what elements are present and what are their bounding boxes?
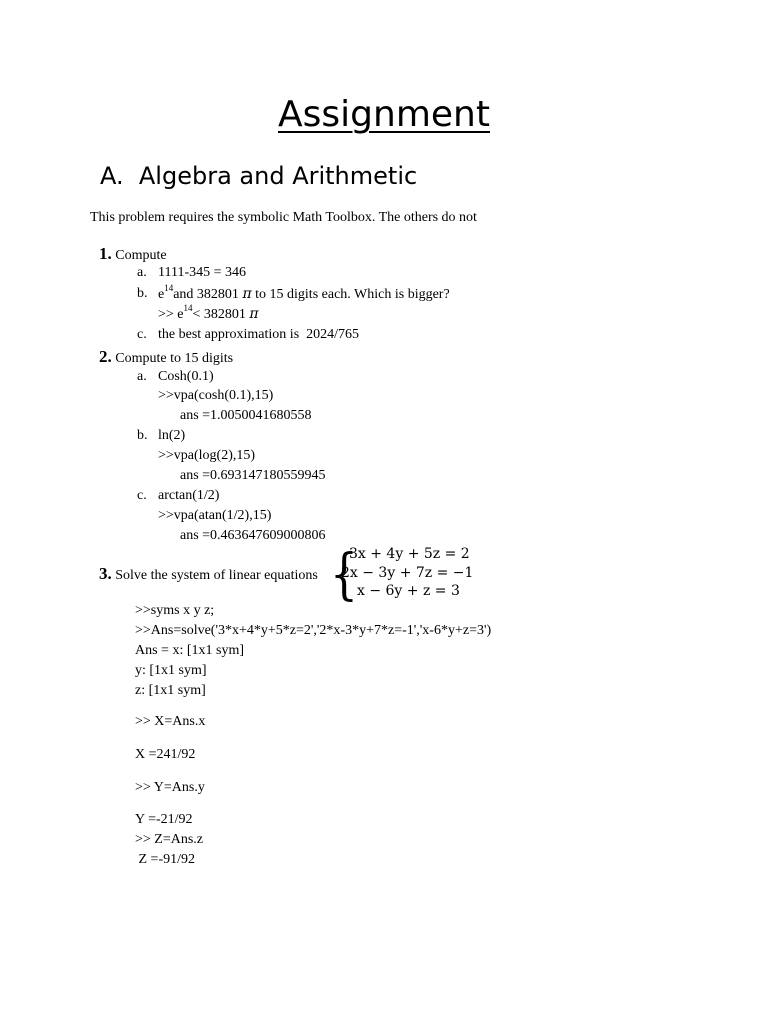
section-name: Algebra and Arithmetic (138, 162, 418, 190)
exponent: 14 (164, 283, 174, 293)
answer-line: ans =0.463647609000806 (180, 528, 326, 543)
list-label: c. (137, 488, 147, 503)
list-item: arctan(1/2) (158, 488, 220, 503)
exponent: 14 (183, 303, 193, 313)
intro-text: This problem requires the symbolic Math Toolbox. The others do not (90, 210, 477, 225)
command-line: >> Y=Ans.y (135, 780, 205, 795)
exp-base: e (158, 287, 165, 302)
question-text: Compute to 15 digits (115, 351, 234, 366)
command-line: >>syms x y z; (135, 603, 215, 618)
output-line: y: [1x1 sym] (135, 663, 207, 678)
question-3 (99, 564, 318, 584)
list-label: a. (137, 369, 147, 384)
list-item: Cosh(0.1) (158, 369, 214, 384)
output-line: Y =-21/92 (135, 812, 193, 827)
question-text: Compute (115, 248, 167, 263)
command-line: >>vpa(log(2),15) (158, 448, 256, 463)
question-number: 1. (99, 244, 112, 263)
command-line: >>Ans=solve('3*x+4*y+5*z=2','2*x-3*y+7*z=-1','x-6*y+z=3') (135, 623, 492, 638)
list-label: b. (137, 428, 148, 443)
page-title: Assignment (278, 94, 490, 135)
left-brace: { (330, 543, 358, 607)
answer-line: ans =0.693147180559945 (180, 468, 326, 483)
command-line: >>vpa(cosh(0.1),15) (158, 388, 274, 403)
equation-1: 3x + 4y + 5z = 2 (349, 546, 470, 562)
command-line: >>vpa(atan(1/2),15) (158, 508, 272, 523)
list-item: ln(2) (158, 428, 186, 443)
command-line: >> Z=Ans.z (135, 832, 204, 847)
list-label: c. (137, 327, 147, 342)
list-item: the best approximation is 2024/765 (158, 327, 360, 342)
question-number: 2. (99, 347, 112, 366)
output-line: Ans = x: [1x1 sym] (135, 643, 245, 658)
item-text: < 382801 (192, 307, 246, 322)
list-item (158, 283, 450, 303)
question-2 (99, 347, 233, 367)
item-text: to 15 digits each. Which is bigger? (255, 287, 450, 302)
exp-base: >> e (158, 307, 184, 322)
list-label: a. (137, 265, 147, 280)
section-heading (100, 162, 417, 190)
question-1 (99, 244, 167, 264)
question-number: 3. (99, 564, 112, 583)
output-line: z: [1x1 sym] (135, 683, 206, 698)
command-line: >> X=Ans.x (135, 714, 206, 729)
list-item: 1111-345 = 346 (158, 265, 246, 280)
output-line: Z =-91/92 (135, 852, 195, 867)
equation-3: x − 6y + z = 3 (357, 583, 460, 599)
answer-line: ans =1.0050041680558 (180, 408, 312, 423)
command-line (158, 303, 259, 323)
equation-2: 2x − 3y + 7z = −1 (341, 565, 474, 581)
question-text: Solve the system of linear equations (115, 568, 318, 583)
pi-symbol: π (242, 286, 252, 302)
list-label: b. (137, 286, 148, 301)
pi-symbol: π (249, 306, 259, 322)
section-letter: A. (100, 162, 124, 190)
item-text: and 382801 (173, 287, 239, 302)
output-line: X =241/92 (135, 747, 196, 762)
